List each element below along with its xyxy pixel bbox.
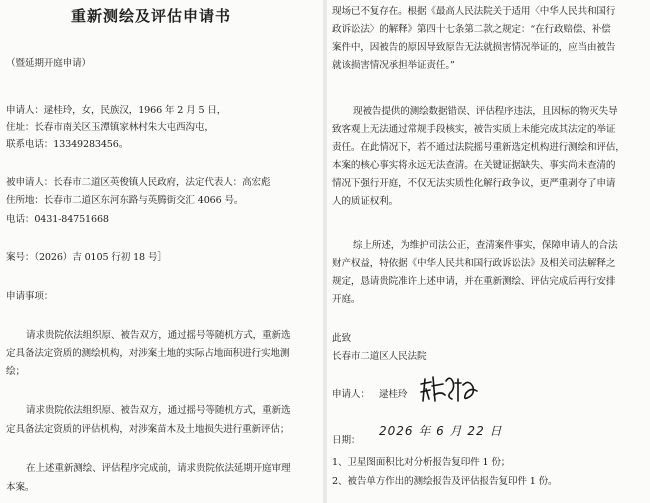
applicant-address: 住址：长春市南关区玉潭镇家林村朱大屯西沟屯， bbox=[6, 122, 214, 133]
paragraph-1-line: 现场已不复存在。根据《最高人民法院关于适用〈中华人民共和国行 bbox=[332, 6, 616, 17]
paragraph-2-line: 人的质证权利。 bbox=[332, 196, 399, 207]
respondent-address: 住所地：长春市二道区东河东路与英腾街交汇 4066 号。 bbox=[6, 195, 244, 206]
case-number: 案号：（2026）吉 0105 行初 18 号］ bbox=[6, 252, 167, 263]
handwritten-date: 2026 年 6 月 22 日 bbox=[379, 424, 503, 438]
closing-salutation: 此致 bbox=[332, 333, 351, 344]
attachment-2: 2、被告单方作出的测绘报告及评估报告复印件 1 份。 bbox=[332, 476, 558, 487]
date-label: 日期： bbox=[332, 435, 361, 446]
attachment-1: 1、卫星图面积比对分析报告复印件 1 份； bbox=[332, 457, 511, 468]
paragraph-2-line: 致客观上无法通过常规手段核实，被告实质上未能完成其法定的举证 bbox=[332, 124, 616, 135]
left-page bbox=[0, 0, 323, 503]
paragraph-3-line: 财产权益，特依据《中华人民共和国行政诉讼法》及相关司法解释之 bbox=[332, 258, 616, 269]
signer-name: 逯桂玲 bbox=[379, 389, 408, 400]
right-page bbox=[327, 0, 650, 503]
respondent-line: 被申请人：长春市二道区英俊镇人民政府，法定代表人：高宏彪 bbox=[6, 177, 271, 188]
signer-label: 申请人： bbox=[332, 389, 370, 400]
request-item-2-line: 定具备法定资质的评估机构，对涉案苗木及土地损失进行重新评估； bbox=[6, 424, 290, 435]
paragraph-3-line: 规定，恳请贵院准许上述申请，并在重新测绘、评估完成后再行安排 bbox=[332, 276, 616, 287]
paragraph-2-line: 责任。在此情况下，若不通过法院摇号重新选定机构进行测绘和评估， bbox=[332, 142, 625, 153]
paragraph-2-line: 情况下强行开庭，不仅无法实质性化解行政争议，更严重剥夺了申请 bbox=[332, 178, 616, 189]
paragraph-2-line: 本案的核心事实将永远无法查清。在关键证据缺失、事实尚未查清的 bbox=[332, 160, 616, 171]
document-title: 重新测绘及评估申请书 bbox=[71, 7, 232, 25]
applicant-phone: 联系电话：13349283456。 bbox=[6, 139, 129, 150]
request-item-3-line: 本案。 bbox=[6, 482, 35, 493]
request-item-1-line: 请求贵院依法组织原、被告双方，通过摇号等随机方式，重新选 bbox=[26, 330, 291, 341]
request-item-2-line: 请求贵院依法组织原、被告双方，通过摇号等随机方式，重新选 bbox=[26, 405, 291, 416]
paragraph-1-line: 就该损害情况承担举证责任。” bbox=[332, 60, 455, 71]
applicant-line: 申请人：逯桂玲，女，民族汉，1966 年 2 月 5 日， bbox=[6, 105, 227, 116]
handwritten-signature bbox=[419, 371, 481, 407]
request-item-3-line: 在上述重新测绘、评估程序完成前，请求贵院依法延期开庭审理 bbox=[26, 463, 291, 474]
paragraph-3-line: 综上所述，为维护司法公正，查清案件事实，保障申请人的合法 bbox=[353, 240, 618, 251]
section-heading: 申请事项： bbox=[6, 291, 54, 302]
paragraph-3-line: 开庭。 bbox=[332, 294, 361, 305]
request-item-1-line: 绘； bbox=[6, 366, 25, 377]
respondent-phone: 电话：0431-84751668 bbox=[6, 214, 109, 225]
paragraph-1-line: 政诉讼法〉的解释》第四十七条第二款之规定：“在行政赔偿、补偿 bbox=[332, 24, 611, 35]
paragraph-2-line: 现被告提供的测绘数据错误、评估程序违法，且因标的物灭失导 bbox=[353, 106, 618, 117]
paragraph-1-line: 案件中，因被告的原因导致原告无法就损害情况举证的，应当由被告 bbox=[332, 42, 616, 53]
court-name: 长春市二道区人民法院 bbox=[332, 351, 427, 362]
request-item-1-line: 定具备法定资质的测绘机构，对涉案土地的实际占地面积进行实地测 bbox=[6, 348, 290, 359]
document-subtitle: （暨延期开庭申请） bbox=[6, 58, 91, 69]
